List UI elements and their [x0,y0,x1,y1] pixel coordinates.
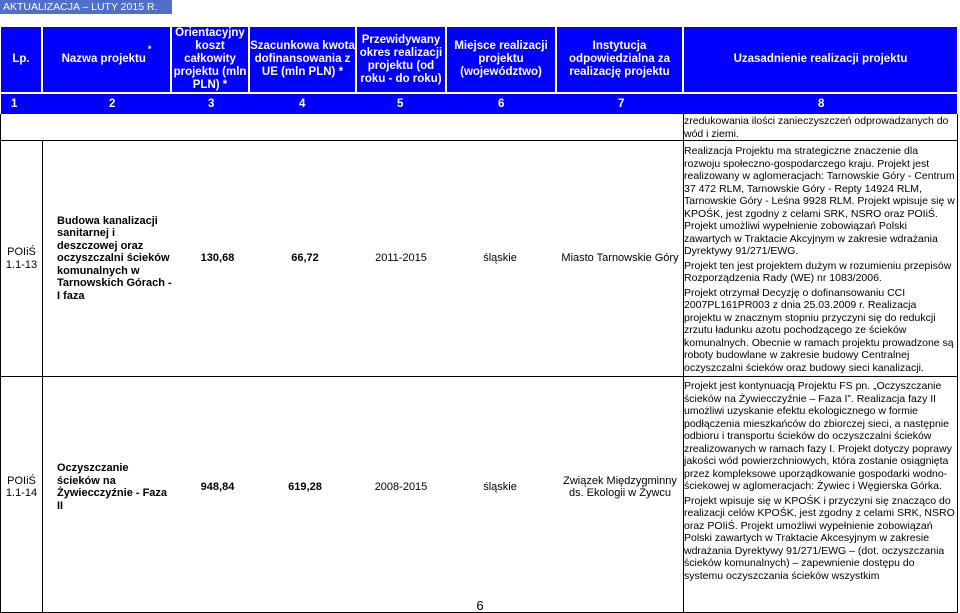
row-period: 2008-2015 [374,480,428,493]
row-institution: Miasto Tarnowskie Góry [561,252,679,265]
row-total-cost: 948,84 [200,480,235,493]
header-eu-cofinancing: Szacunkowa kwota dofinansowania z UE (mln PLN) * [250,27,355,92]
row-eu-cofinancing: 66,72 [291,252,319,265]
justification-paragraph: Projekt wpisuje się w KPOŚK i przyczyni się znacząco do realizacji celów KPOŚK, jest zgodny z celami SRK, NSRO oraz POIiŚ. Projekt umożliwi wypełnienie zobowiązań Polski zawartych w Traktacie Akcesyjnym w zakresie wdrażania Dyrektywy 91/271/EWG – (dot. oczyszczania ścieków komunalnych) – zapewnienie dostępu do systemu oczyszczania ścieków wszystkim [684,494,955,582]
header-total-cost: Orientacyjny koszt całkowity projektu (mln PLN) * [173,27,247,91]
justification-paragraph: Projekt otrzymał Decyzję o dofinansowaniu CCI 2007PL161PR003 z dnia 25.03.2009 r. Realizacja projektu w znacznym stopniu przyczyni się do redukcji zrzutu ładunku azotu pochodzącego ze ścieków komunalnych. Obecnie w ramach projektu prowadzone są roboty budowlane w zakresie budowy Centralnej oczyszczalni ścieków oraz budowy sieci kanalizacji. [684,286,954,374]
header-lp: Lp. [1,27,41,92]
column-number: 2 [109,98,116,110]
justification-paragraph: Projekt ten jest projektem dużym w rozumieniu przepisów Rozporządzenia Rady (WE) nr 1083/2006. [684,259,952,284]
table-right-border [957,114,958,613]
column-number: 7 [618,98,625,110]
justification-paragraph: Realizacja Projektu ma strategiczne znaczenie dla rozwoju społeczno-gospodarczego kraju. Projekt jest realizowany w aglomeracjach: Tarnowskie Góry - Centrum 37 472 RLM, Tarnowskie Góry - Repty 14924 RLM, Tarnowskie Góry - Leśna 9928 RLM. Projekt wpisuje się w KPOŚK, jest zgodny z celami SRK, NSRO oraz POIiŚ. Projekt umożliwi wypełnienie zobowiązań Polski zawartych w Traktacie Akcyjnym w zakresie wdrażania Dyrektywy 91/271/EWG. [684,145,955,257]
row-location: śląskie [483,252,517,265]
column-number: 3 [208,98,215,110]
row-lp: POIiŚ 1.1-14 [5,474,38,499]
header-period: Przewidywany okres realizacji projektu (od roku - do roku) [357,27,445,92]
continued-justification-text: zredukowania ilości zanieczyszczeń odprowadzanych do wód i ziemi. [684,115,949,140]
row-location: śląskie [483,480,517,493]
row-institution: Związek Międzygminny ds. Ekologii w Żywcu [563,474,677,499]
column-number: 1 [11,98,18,110]
header-project-name-text: Nazwa projektu [61,53,146,65]
update-banner: AKTUALIZACJA – LUTY 2015 R. [0,0,172,14]
row-justification [684,380,956,584]
column-number-row [1,94,957,114]
row-project-name: Budowa kanalizacji sanitarnej i deszczowej oraz oczyszczalni ścieków komunalnych w Tarnowskich Górach - I faza [57,214,172,302]
header-institution: Instytucja odpowiedzialna za realizację projektu [557,27,682,92]
row-period: 2011-2015 [375,252,427,265]
row-eu-cofinancing: 619,28 [288,480,322,493]
column-divider [42,140,43,613]
header-location: Miejsce realizacji projektu (województwo) [447,27,555,92]
header-justification: Uzasadnienie realizacji projektu [684,27,957,92]
row-total-cost: 130,68 [200,252,235,265]
row-justification [684,145,956,376]
row-project-name: Oczyszczanie ścieków na Żywiecczyźnie - Faza II [57,462,168,512]
column-number: 5 [397,98,404,110]
page-number: 6 [476,598,484,613]
column-number: 4 [299,98,306,110]
column-number: 8 [818,98,825,110]
header-project-name-mark: * [147,44,152,54]
row-lp: POIiŚ 1.1-13 [5,246,38,271]
justification-paragraph: Projekt jest kontynuacją Projektu FS pn. „Oczyszczanie ścieków na Żywiecczyźnie – Faza I”. Realizacja fazy II umożliwi uzyskanie efektu ekologicznego w formie podłączenia mieszkańców do zbiorczej sieci, a następnie odbioru i transportu ścieków do oczyszczalni ścieków zrealizowanych w ramach fazy I. Projekt dotyczy poprawy jakości wód powierzchniowych, która zostanie osiągnięta przez kompleksowe uporządkowanie gospodarki wodno-ściekowej w aglomeracjach: Żywiec i Węgierska Górka. [684,380,952,492]
column-number: 6 [498,98,505,110]
header-project-name [43,27,170,92]
